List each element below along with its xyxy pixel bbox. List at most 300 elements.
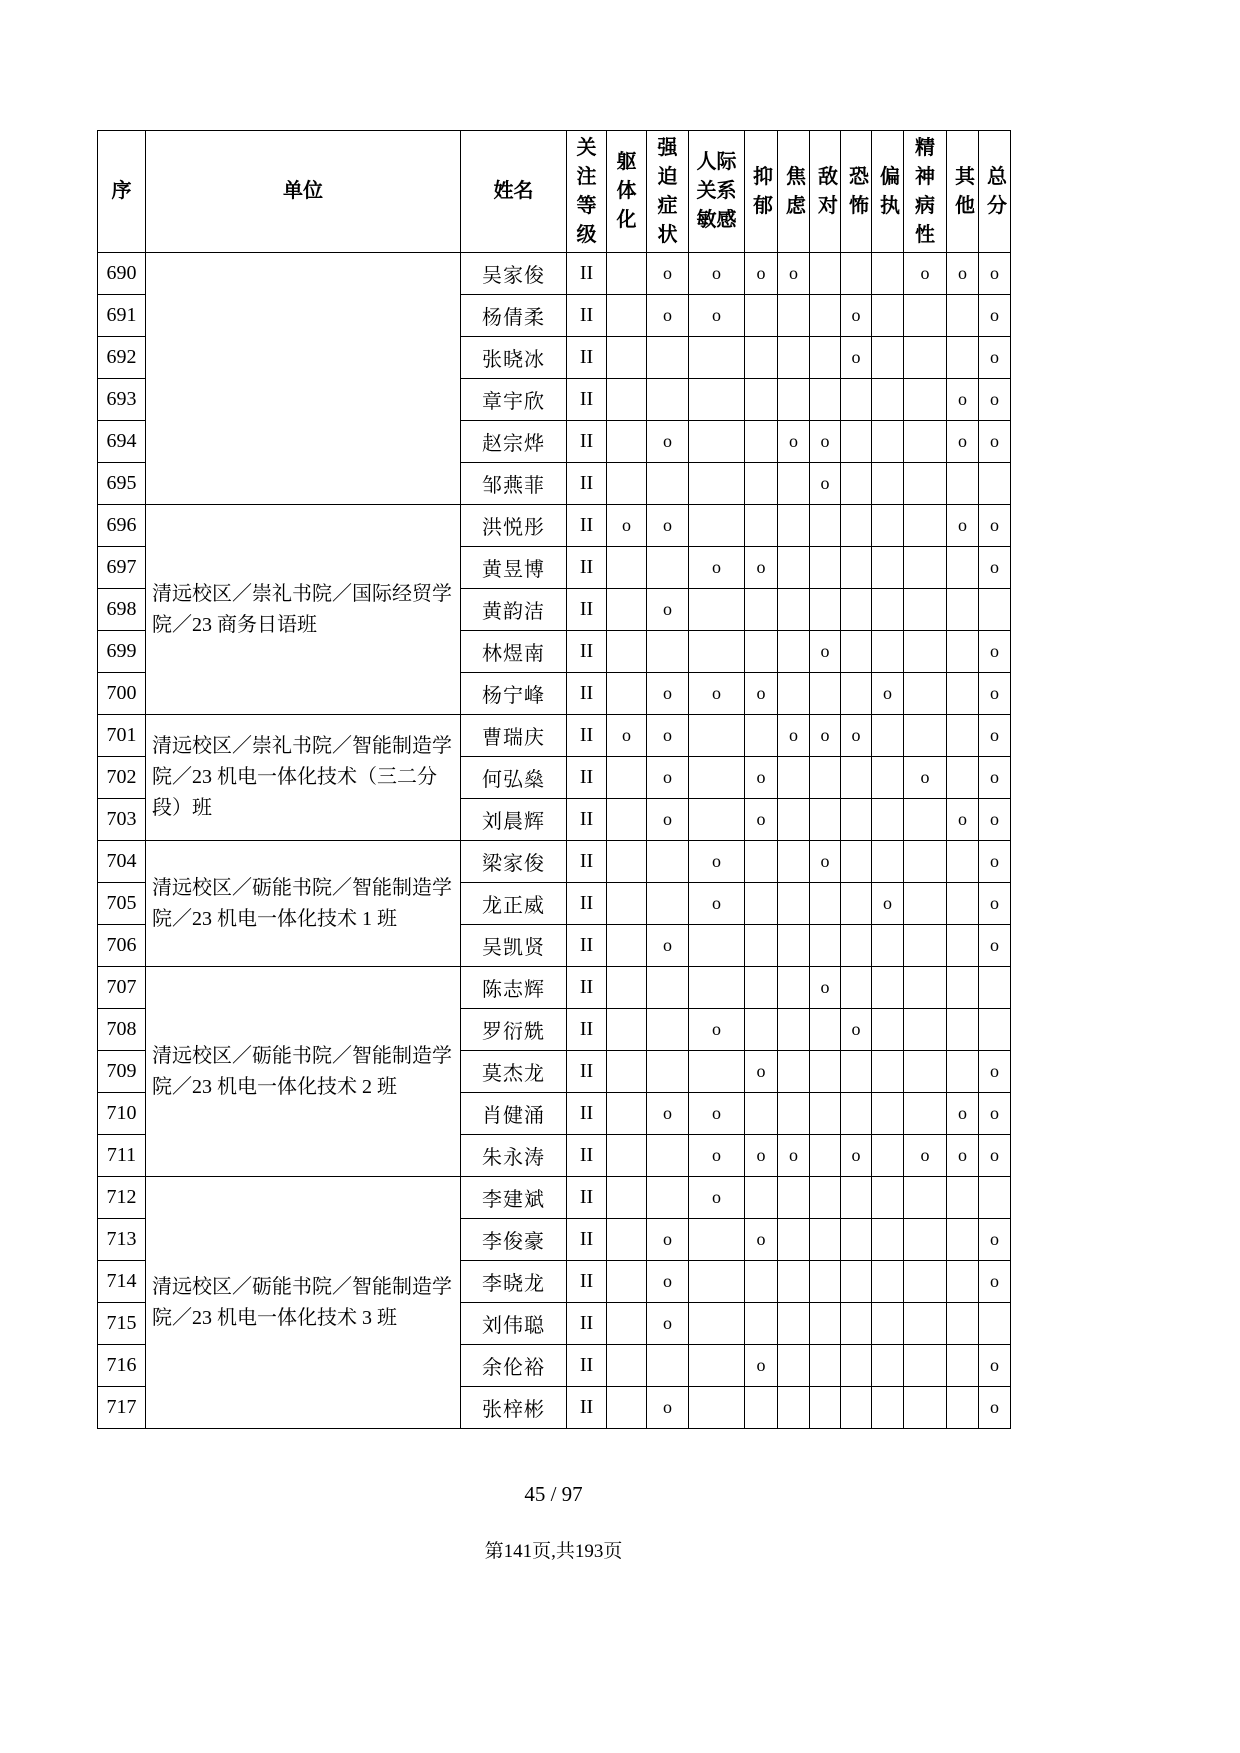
name-cell: 吴家俊 bbox=[461, 253, 567, 295]
mark-cell bbox=[778, 589, 810, 631]
seq-cell: 691 bbox=[98, 295, 146, 337]
mark-cell bbox=[778, 1051, 810, 1093]
mark-cell bbox=[904, 967, 947, 1009]
mark-cell bbox=[810, 1219, 841, 1261]
mark-cell bbox=[841, 757, 872, 799]
attention-level-cell: II bbox=[567, 757, 607, 799]
mark-cell bbox=[810, 295, 841, 337]
mark-cell bbox=[872, 547, 904, 589]
mark-cell bbox=[904, 631, 947, 673]
mark-cell bbox=[778, 1303, 810, 1345]
mark-cell bbox=[778, 505, 810, 547]
mark-cell bbox=[904, 841, 947, 883]
mark-cell bbox=[607, 337, 647, 379]
mark-cell bbox=[607, 421, 647, 463]
mark-cell bbox=[810, 1135, 841, 1177]
name-cell: 李俊豪 bbox=[461, 1219, 567, 1261]
name-cell: 陈志辉 bbox=[461, 967, 567, 1009]
mark-cell bbox=[689, 463, 745, 505]
name-cell: 肖健涌 bbox=[461, 1093, 567, 1135]
mark-cell bbox=[778, 799, 810, 841]
mark-cell bbox=[810, 1093, 841, 1135]
col-header-name: 姓名 bbox=[461, 131, 567, 253]
mark-cell: o bbox=[947, 379, 979, 421]
mark-cell bbox=[841, 1219, 872, 1261]
seq-cell: 710 bbox=[98, 1093, 146, 1135]
mark-cell bbox=[904, 925, 947, 967]
mark-cell bbox=[947, 1051, 979, 1093]
mark-cell bbox=[745, 421, 778, 463]
mark-cell bbox=[979, 1177, 1011, 1219]
mark-cell: o bbox=[872, 673, 904, 715]
mark-cell bbox=[904, 547, 947, 589]
mark-cell bbox=[841, 799, 872, 841]
mark-cell bbox=[841, 421, 872, 463]
name-cell: 林煜南 bbox=[461, 631, 567, 673]
attention-level-cell: II bbox=[567, 715, 607, 757]
mark-cell bbox=[647, 1009, 689, 1051]
mark-cell bbox=[745, 1093, 778, 1135]
mark-cell bbox=[647, 1135, 689, 1177]
mark-cell bbox=[841, 253, 872, 295]
mark-cell bbox=[872, 1261, 904, 1303]
mark-cell bbox=[745, 463, 778, 505]
name-cell: 龙正威 bbox=[461, 883, 567, 925]
name-cell: 刘晨辉 bbox=[461, 799, 567, 841]
mark-cell bbox=[778, 1009, 810, 1051]
mark-cell: o bbox=[745, 1219, 778, 1261]
mark-cell: o bbox=[947, 799, 979, 841]
mark-cell bbox=[947, 337, 979, 379]
mark-cell: o bbox=[607, 715, 647, 757]
mark-cell bbox=[872, 799, 904, 841]
attention-level-cell: II bbox=[567, 253, 607, 295]
seq-cell: 692 bbox=[98, 337, 146, 379]
mark-cell bbox=[872, 1051, 904, 1093]
mark-cell: o bbox=[841, 1135, 872, 1177]
attention-level-cell: II bbox=[567, 379, 607, 421]
mark-cell bbox=[689, 799, 745, 841]
mark-cell bbox=[872, 463, 904, 505]
mark-cell bbox=[607, 631, 647, 673]
name-cell: 何弘燊 bbox=[461, 757, 567, 799]
mark-cell bbox=[607, 1093, 647, 1135]
mark-cell: o bbox=[979, 631, 1011, 673]
attention-level-cell: II bbox=[567, 1387, 607, 1429]
name-cell: 李晓龙 bbox=[461, 1261, 567, 1303]
name-cell: 黄韵洁 bbox=[461, 589, 567, 631]
table-row bbox=[98, 505, 1011, 547]
mark-cell bbox=[872, 841, 904, 883]
seq-cell: 717 bbox=[98, 1387, 146, 1429]
mark-cell bbox=[647, 841, 689, 883]
mark-cell bbox=[841, 1303, 872, 1345]
mark-cell bbox=[647, 379, 689, 421]
mark-cell: o bbox=[647, 925, 689, 967]
mark-cell bbox=[841, 967, 872, 1009]
mark-cell bbox=[607, 1177, 647, 1219]
seq-cell: 701 bbox=[98, 715, 146, 757]
mark-cell bbox=[778, 1219, 810, 1261]
name-cell: 杨宁峰 bbox=[461, 673, 567, 715]
mark-cell: o bbox=[689, 1009, 745, 1051]
mark-cell bbox=[647, 337, 689, 379]
mark-cell bbox=[947, 967, 979, 1009]
mark-cell bbox=[607, 1135, 647, 1177]
seq-cell: 716 bbox=[98, 1345, 146, 1387]
mark-cell bbox=[841, 631, 872, 673]
mark-cell bbox=[947, 463, 979, 505]
mark-cell bbox=[647, 1177, 689, 1219]
mark-cell bbox=[947, 1303, 979, 1345]
mark-cell bbox=[904, 1177, 947, 1219]
seq-cell: 705 bbox=[98, 883, 146, 925]
mark-cell bbox=[810, 547, 841, 589]
mark-cell: o bbox=[841, 715, 872, 757]
mark-cell bbox=[778, 547, 810, 589]
mark-cell bbox=[810, 925, 841, 967]
mark-cell bbox=[689, 925, 745, 967]
attention-level-cell: II bbox=[567, 1261, 607, 1303]
mark-cell: o bbox=[872, 883, 904, 925]
mark-cell bbox=[810, 589, 841, 631]
name-cell: 吴凯贤 bbox=[461, 925, 567, 967]
mark-cell bbox=[745, 379, 778, 421]
mark-cell bbox=[810, 379, 841, 421]
col-header-hostility: 敌对 bbox=[810, 131, 841, 253]
seq-cell: 694 bbox=[98, 421, 146, 463]
mark-cell: o bbox=[647, 1303, 689, 1345]
mark-cell bbox=[745, 883, 778, 925]
mark-cell bbox=[841, 925, 872, 967]
mark-cell bbox=[947, 1345, 979, 1387]
mark-cell bbox=[872, 1093, 904, 1135]
name-cell: 张梓彬 bbox=[461, 1387, 567, 1429]
attention-level-cell: II bbox=[567, 925, 607, 967]
col-header-phobia: 恐怖 bbox=[841, 131, 872, 253]
seq-cell: 690 bbox=[98, 253, 146, 295]
mark-cell: o bbox=[979, 1387, 1011, 1429]
mark-cell bbox=[745, 925, 778, 967]
seq-cell: 699 bbox=[98, 631, 146, 673]
mark-cell: o bbox=[745, 1051, 778, 1093]
mark-cell: o bbox=[647, 1261, 689, 1303]
seq-cell: 712 bbox=[98, 1177, 146, 1219]
mark-cell bbox=[689, 421, 745, 463]
mark-cell bbox=[647, 883, 689, 925]
mark-cell bbox=[872, 589, 904, 631]
mark-cell bbox=[745, 1177, 778, 1219]
attention-level-cell: II bbox=[567, 1009, 607, 1051]
mark-cell bbox=[810, 505, 841, 547]
mark-cell bbox=[778, 967, 810, 1009]
mark-cell bbox=[810, 673, 841, 715]
mark-cell: o bbox=[979, 505, 1011, 547]
mark-cell bbox=[947, 1261, 979, 1303]
name-cell: 赵宗烨 bbox=[461, 421, 567, 463]
col-header-seq: 序 bbox=[98, 131, 146, 253]
attention-level-cell: II bbox=[567, 505, 607, 547]
attention-level-cell: II bbox=[567, 295, 607, 337]
seq-cell: 706 bbox=[98, 925, 146, 967]
mark-cell: o bbox=[607, 505, 647, 547]
mark-cell: o bbox=[841, 1009, 872, 1051]
mark-cell bbox=[904, 1261, 947, 1303]
unit-cell bbox=[146, 253, 461, 505]
mark-cell bbox=[647, 967, 689, 1009]
mark-cell bbox=[841, 379, 872, 421]
name-cell: 罗衍兟 bbox=[461, 1009, 567, 1051]
mark-cell bbox=[872, 1009, 904, 1051]
mark-cell bbox=[841, 883, 872, 925]
mark-cell: o bbox=[745, 673, 778, 715]
mark-cell: o bbox=[689, 1135, 745, 1177]
seq-cell: 698 bbox=[98, 589, 146, 631]
mark-cell bbox=[778, 757, 810, 799]
mark-cell bbox=[778, 673, 810, 715]
mark-cell bbox=[841, 1177, 872, 1219]
attention-level-cell: II bbox=[567, 631, 607, 673]
mark-cell bbox=[689, 1261, 745, 1303]
mark-cell bbox=[607, 841, 647, 883]
mark-cell bbox=[689, 967, 745, 1009]
mark-cell bbox=[904, 589, 947, 631]
attention-level-cell: II bbox=[567, 1135, 607, 1177]
mark-cell bbox=[872, 1303, 904, 1345]
col-header-somatization: 躯体化 bbox=[607, 131, 647, 253]
mark-cell bbox=[689, 1303, 745, 1345]
mark-cell bbox=[745, 1303, 778, 1345]
mark-cell bbox=[872, 757, 904, 799]
attention-level-cell: II bbox=[567, 1093, 607, 1135]
mark-cell bbox=[841, 1345, 872, 1387]
name-cell: 杨倩柔 bbox=[461, 295, 567, 337]
mark-cell: o bbox=[979, 1261, 1011, 1303]
mark-cell bbox=[647, 1345, 689, 1387]
mark-cell bbox=[778, 631, 810, 673]
col-header-other: 其他 bbox=[947, 131, 979, 253]
mark-cell: o bbox=[810, 967, 841, 1009]
mark-cell: o bbox=[689, 673, 745, 715]
mark-cell: o bbox=[810, 463, 841, 505]
mark-cell bbox=[778, 883, 810, 925]
seq-cell: 704 bbox=[98, 841, 146, 883]
mark-cell bbox=[647, 631, 689, 673]
mark-cell bbox=[979, 463, 1011, 505]
mark-cell bbox=[947, 883, 979, 925]
mark-cell bbox=[872, 715, 904, 757]
mark-cell bbox=[841, 547, 872, 589]
mark-cell bbox=[745, 715, 778, 757]
unit-cell: 清远校区／砺能书院／智能制造学院／23 机电一体化技术 3 班 bbox=[146, 1177, 461, 1429]
mark-cell: o bbox=[647, 295, 689, 337]
mark-cell: o bbox=[745, 253, 778, 295]
mark-cell bbox=[872, 967, 904, 1009]
mark-cell bbox=[904, 883, 947, 925]
mark-cell: o bbox=[689, 253, 745, 295]
mark-cell bbox=[689, 505, 745, 547]
mark-cell: o bbox=[647, 253, 689, 295]
mark-cell bbox=[904, 799, 947, 841]
name-cell: 曹瑞庆 bbox=[461, 715, 567, 757]
seq-cell: 703 bbox=[98, 799, 146, 841]
mark-cell: o bbox=[745, 1345, 778, 1387]
col-header-paranoia: 偏执 bbox=[872, 131, 904, 253]
mark-cell bbox=[872, 295, 904, 337]
mark-cell bbox=[810, 1261, 841, 1303]
col-header-depression: 抑郁 bbox=[745, 131, 778, 253]
mark-cell bbox=[607, 589, 647, 631]
mark-cell bbox=[607, 1219, 647, 1261]
mark-cell bbox=[689, 1051, 745, 1093]
seq-cell: 695 bbox=[98, 463, 146, 505]
seq-cell: 697 bbox=[98, 547, 146, 589]
unit-cell: 清远校区／砺能书院／智能制造学院／23 机电一体化技术 1 班 bbox=[146, 841, 461, 967]
mark-cell: o bbox=[689, 547, 745, 589]
mark-cell: o bbox=[647, 1093, 689, 1135]
header-row bbox=[98, 131, 1011, 253]
mark-cell bbox=[607, 1051, 647, 1093]
mark-cell: o bbox=[647, 799, 689, 841]
mark-cell: o bbox=[979, 883, 1011, 925]
mark-cell bbox=[979, 1303, 1011, 1345]
mark-cell: o bbox=[647, 589, 689, 631]
mark-cell bbox=[607, 925, 647, 967]
mark-cell bbox=[689, 337, 745, 379]
mark-cell: o bbox=[979, 1345, 1011, 1387]
mark-cell: o bbox=[979, 757, 1011, 799]
mark-cell: o bbox=[979, 547, 1011, 589]
mark-cell: o bbox=[745, 757, 778, 799]
mark-cell bbox=[979, 589, 1011, 631]
mark-cell bbox=[778, 379, 810, 421]
mark-cell bbox=[904, 1093, 947, 1135]
name-cell: 梁家俊 bbox=[461, 841, 567, 883]
mark-cell bbox=[904, 715, 947, 757]
mark-cell bbox=[810, 1051, 841, 1093]
mark-cell bbox=[778, 337, 810, 379]
name-cell: 章宇欣 bbox=[461, 379, 567, 421]
mark-cell bbox=[647, 1051, 689, 1093]
mark-cell bbox=[841, 673, 872, 715]
mark-cell bbox=[778, 925, 810, 967]
mark-cell bbox=[841, 1051, 872, 1093]
seq-cell: 714 bbox=[98, 1261, 146, 1303]
mark-cell: o bbox=[947, 1135, 979, 1177]
mark-cell bbox=[778, 1093, 810, 1135]
mark-cell bbox=[810, 799, 841, 841]
mark-cell bbox=[841, 505, 872, 547]
mark-cell bbox=[904, 337, 947, 379]
mark-cell bbox=[689, 715, 745, 757]
attention-level-cell: II bbox=[567, 1219, 607, 1261]
mark-cell bbox=[947, 715, 979, 757]
mark-cell bbox=[872, 1219, 904, 1261]
mark-cell bbox=[904, 673, 947, 715]
col-header-total: 总分 bbox=[979, 131, 1011, 253]
mark-cell bbox=[872, 379, 904, 421]
mark-cell: o bbox=[979, 673, 1011, 715]
mark-cell bbox=[689, 379, 745, 421]
mark-cell bbox=[904, 505, 947, 547]
mark-cell bbox=[810, 757, 841, 799]
mark-cell bbox=[607, 463, 647, 505]
mark-cell bbox=[904, 1009, 947, 1051]
mark-cell bbox=[689, 1219, 745, 1261]
name-cell: 朱永涛 bbox=[461, 1135, 567, 1177]
mark-cell bbox=[947, 1219, 979, 1261]
mark-cell bbox=[841, 1261, 872, 1303]
mark-cell bbox=[872, 505, 904, 547]
mark-cell bbox=[607, 295, 647, 337]
mark-cell: o bbox=[745, 799, 778, 841]
mark-cell bbox=[647, 463, 689, 505]
name-cell: 余伦裕 bbox=[461, 1345, 567, 1387]
mark-cell bbox=[745, 631, 778, 673]
mark-cell: o bbox=[647, 715, 689, 757]
mark-cell bbox=[904, 463, 947, 505]
mark-cell bbox=[904, 1387, 947, 1429]
attention-level-cell: II bbox=[567, 337, 607, 379]
mark-cell bbox=[607, 1387, 647, 1429]
mark-cell bbox=[841, 463, 872, 505]
unit-cell: 清远校区／崇礼书院／国际经贸学院／23 商务日语班 bbox=[146, 505, 461, 715]
mark-cell: o bbox=[979, 1219, 1011, 1261]
mark-cell bbox=[947, 1387, 979, 1429]
mark-cell bbox=[745, 967, 778, 1009]
mark-cell: o bbox=[689, 841, 745, 883]
name-cell: 洪悦彤 bbox=[461, 505, 567, 547]
seq-cell: 709 bbox=[98, 1051, 146, 1093]
mark-cell: o bbox=[979, 1135, 1011, 1177]
attention-level-cell: II bbox=[567, 547, 607, 589]
mark-cell: o bbox=[778, 715, 810, 757]
mark-cell: o bbox=[947, 253, 979, 295]
mark-cell: o bbox=[979, 799, 1011, 841]
mark-cell bbox=[810, 1177, 841, 1219]
mark-cell: o bbox=[947, 1093, 979, 1135]
mark-cell: o bbox=[778, 253, 810, 295]
mark-cell bbox=[607, 1345, 647, 1387]
mark-cell bbox=[947, 925, 979, 967]
col-header-interpersonal-sensitivity: 人际关系敏感 bbox=[689, 131, 745, 253]
mark-cell bbox=[647, 547, 689, 589]
mark-cell bbox=[904, 421, 947, 463]
mark-cell bbox=[872, 1177, 904, 1219]
mark-cell: o bbox=[979, 715, 1011, 757]
mark-cell: o bbox=[778, 421, 810, 463]
unit-cell: 清远校区／崇礼书院／智能制造学院／23 机电一体化技术（三二分段）班 bbox=[146, 715, 461, 841]
mark-cell bbox=[607, 967, 647, 1009]
seq-cell: 700 bbox=[98, 673, 146, 715]
attention-level-cell: II bbox=[567, 1051, 607, 1093]
attention-level-cell: II bbox=[567, 673, 607, 715]
mark-cell bbox=[810, 1303, 841, 1345]
seq-cell: 711 bbox=[98, 1135, 146, 1177]
mark-cell bbox=[841, 589, 872, 631]
table-row bbox=[98, 253, 1011, 295]
mark-cell bbox=[947, 547, 979, 589]
mark-cell bbox=[689, 589, 745, 631]
mark-cell bbox=[947, 841, 979, 883]
mark-cell: o bbox=[810, 421, 841, 463]
mark-cell bbox=[872, 337, 904, 379]
mark-cell: o bbox=[979, 379, 1011, 421]
mark-cell bbox=[745, 1387, 778, 1429]
attention-level-cell: II bbox=[567, 463, 607, 505]
col-header-anxiety: 焦虑 bbox=[778, 131, 810, 253]
name-cell: 刘伟聪 bbox=[461, 1303, 567, 1345]
